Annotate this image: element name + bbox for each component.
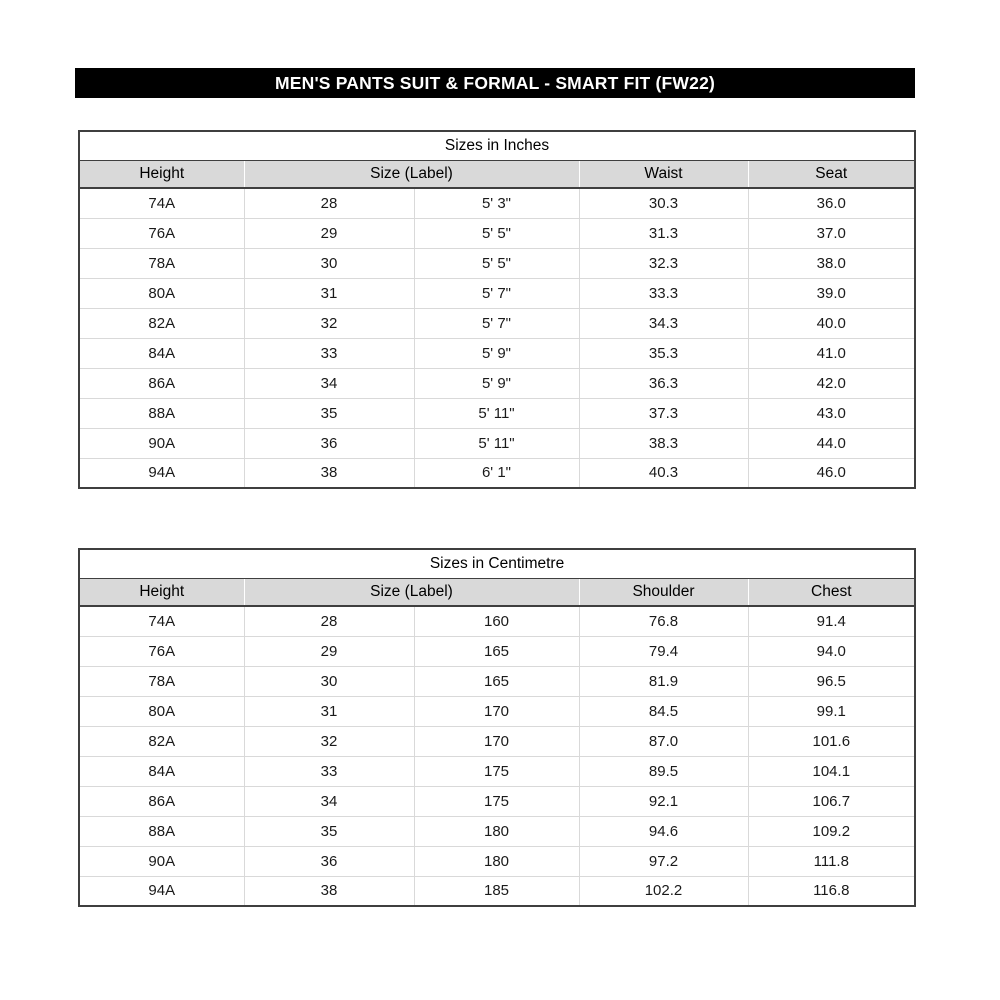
table-cell: 38.0 — [748, 248, 915, 278]
table-row — [79, 338, 915, 368]
table-cell: 88A — [79, 816, 244, 846]
table-row — [79, 696, 915, 726]
table-row — [79, 726, 915, 756]
table-cell: 94.6 — [579, 816, 748, 846]
table-cell: 80A — [79, 278, 244, 308]
table-caption: Sizes in Centimetre — [79, 549, 915, 578]
table-cell: 76.8 — [579, 606, 748, 636]
column-header-size-label: Size (Label) — [244, 578, 579, 606]
table-cell: 29 — [244, 636, 414, 666]
table-cell: 84A — [79, 756, 244, 786]
table-cell: 5' 7" — [414, 308, 579, 338]
table-row — [79, 816, 915, 846]
table-cell: 84A — [79, 338, 244, 368]
table-cell: 84.5 — [579, 696, 748, 726]
table-cell: 36 — [244, 428, 414, 458]
table-cell: 170 — [414, 726, 579, 756]
table-cell: 87.0 — [579, 726, 748, 756]
table-cell: 175 — [414, 786, 579, 816]
table-cell: 94A — [148, 882, 176, 900]
table-row — [79, 278, 915, 308]
table-cell: 111.8 — [748, 846, 915, 876]
table-cell: 33 — [244, 338, 414, 368]
table-cell: 36 — [244, 846, 414, 876]
table-row — [79, 398, 915, 428]
table-cell: 46.0 — [748, 458, 915, 488]
inches-size-table — [78, 130, 916, 489]
table-cell: 86A — [79, 786, 244, 816]
table-cell: 5' 11" — [414, 428, 579, 458]
table-cell: 5' 7" — [414, 278, 579, 308]
table-cell: 99.1 — [748, 696, 915, 726]
table-cell: 35 — [244, 816, 414, 846]
table-cell: 32 — [244, 308, 414, 338]
table-cell: 5' 5" — [414, 218, 579, 248]
table-cell: 30.3 — [579, 188, 748, 218]
table-cell: 90A — [79, 846, 244, 876]
table-row — [79, 308, 915, 338]
table-cell: 35 — [244, 398, 414, 428]
table-cell: 37.0 — [748, 218, 915, 248]
table-cell: 81.9 — [579, 666, 748, 696]
table-cell: 116.8 — [748, 876, 915, 906]
table-cell: 104.1 — [748, 756, 915, 786]
table-cell: 94.0 — [748, 636, 915, 666]
table-cell: 30 — [244, 666, 414, 696]
table-cell: 31 — [244, 278, 414, 308]
table-cell: 42.0 — [748, 368, 915, 398]
table-row — [79, 458, 915, 488]
table-cell: 38 — [244, 458, 414, 488]
page-title: MEN'S PANTS SUIT & FORMAL - SMART FIT (FW22) — [75, 68, 915, 98]
table-cell: 32 — [244, 726, 414, 756]
table-cell: 5' 9" — [414, 338, 579, 368]
table-row — [79, 188, 915, 218]
table-cell: 33 — [244, 756, 414, 786]
table-cell: 38 — [244, 876, 414, 906]
table-cell: 30 — [244, 248, 414, 278]
table-cell: 89.5 — [579, 756, 748, 786]
table-cell: 97.2 — [579, 846, 748, 876]
table-cell: 86A — [79, 368, 244, 398]
table-cell: 34.3 — [579, 308, 748, 338]
table-caption-row — [79, 131, 915, 160]
table-row — [79, 756, 915, 786]
table-cell: 165 — [414, 666, 579, 696]
table-cell: 82A — [79, 726, 244, 756]
table-cell: 92.1 — [579, 786, 748, 816]
table-cell: 5' 5" — [414, 248, 579, 278]
table-cell: 91.4 — [748, 606, 915, 636]
table-cell: 6' 1" — [414, 458, 579, 488]
table-cell: 185 — [414, 876, 579, 906]
table-cell: 170 — [414, 696, 579, 726]
table-cell: 34 — [244, 786, 414, 816]
column-header-waist: Waist — [579, 160, 748, 188]
table-header-row — [79, 578, 915, 606]
table-cell: 31.3 — [579, 218, 748, 248]
table-cell: 5' 11" — [414, 398, 579, 428]
table-row — [79, 368, 915, 398]
table-cell: 76A — [79, 218, 244, 248]
table-row — [79, 786, 915, 816]
table-cell: 175 — [414, 756, 579, 786]
table-row — [79, 248, 915, 278]
table-cell: 180 — [414, 846, 579, 876]
table-cell: 5' 9" — [414, 368, 579, 398]
table-cell: 34 — [244, 368, 414, 398]
table-cell: 38.3 — [579, 428, 748, 458]
column-header-chest: Chest — [748, 578, 915, 606]
table-cell: 32.3 — [579, 248, 748, 278]
table-row — [79, 636, 915, 666]
table-cell: 43.0 — [748, 398, 915, 428]
table-cell: 160 — [414, 606, 579, 636]
table-cell: 74A — [79, 188, 244, 218]
table-cell: 82A — [79, 308, 244, 338]
table-cell: 102.2 — [579, 876, 748, 906]
column-header-shoulder: Shoulder — [579, 578, 748, 606]
table-cell: 39.0 — [748, 278, 915, 308]
table-cell: 78A — [79, 666, 244, 696]
table-cell: 90A — [79, 428, 244, 458]
column-header-seat: Seat — [748, 160, 915, 188]
table-cell: 29 — [244, 218, 414, 248]
table-cell: 94A — [148, 464, 176, 482]
table-cell: 28 — [244, 188, 414, 218]
table-cell: 35.3 — [579, 338, 748, 368]
column-header-height: Height — [79, 160, 244, 188]
table-caption: Sizes in Inches — [79, 131, 915, 160]
column-header-height: Height — [79, 578, 244, 606]
table-cell: 33.3 — [579, 278, 748, 308]
table-cell: 80A — [79, 696, 244, 726]
table-row — [79, 846, 915, 876]
table-caption-row — [79, 549, 915, 578]
table-cell: 28 — [244, 606, 414, 636]
column-header-size-label: Size (Label) — [244, 160, 579, 188]
table-row — [79, 666, 915, 696]
table-cell: 36.0 — [748, 188, 915, 218]
centimetre-size-table — [78, 548, 916, 907]
table-cell: 78A — [79, 248, 244, 278]
table-cell: 109.2 — [748, 816, 915, 846]
table-row — [79, 428, 915, 458]
table-cell: 5' 3" — [414, 188, 579, 218]
table-cell: 37.3 — [579, 398, 748, 428]
table-cell: 96.5 — [748, 666, 915, 696]
table-cell: 180 — [414, 816, 579, 846]
table-cell: 106.7 — [748, 786, 915, 816]
table-row — [79, 876, 915, 906]
table-cell: 44.0 — [748, 428, 915, 458]
table-cell: 88A — [79, 398, 244, 428]
table-cell: 165 — [414, 636, 579, 666]
table-cell: 36.3 — [579, 368, 748, 398]
table-cell: 41.0 — [748, 338, 915, 368]
table-cell: 31 — [244, 696, 414, 726]
table-cell: 40.3 — [579, 458, 748, 488]
table-row — [79, 606, 915, 636]
table-cell: 40.0 — [748, 308, 915, 338]
table-cell: 101.6 — [748, 726, 915, 756]
table-cell: 74A — [79, 606, 244, 636]
table-header-row — [79, 160, 915, 188]
table-cell: 76A — [79, 636, 244, 666]
table-row — [79, 218, 915, 248]
table-cell: 79.4 — [579, 636, 748, 666]
